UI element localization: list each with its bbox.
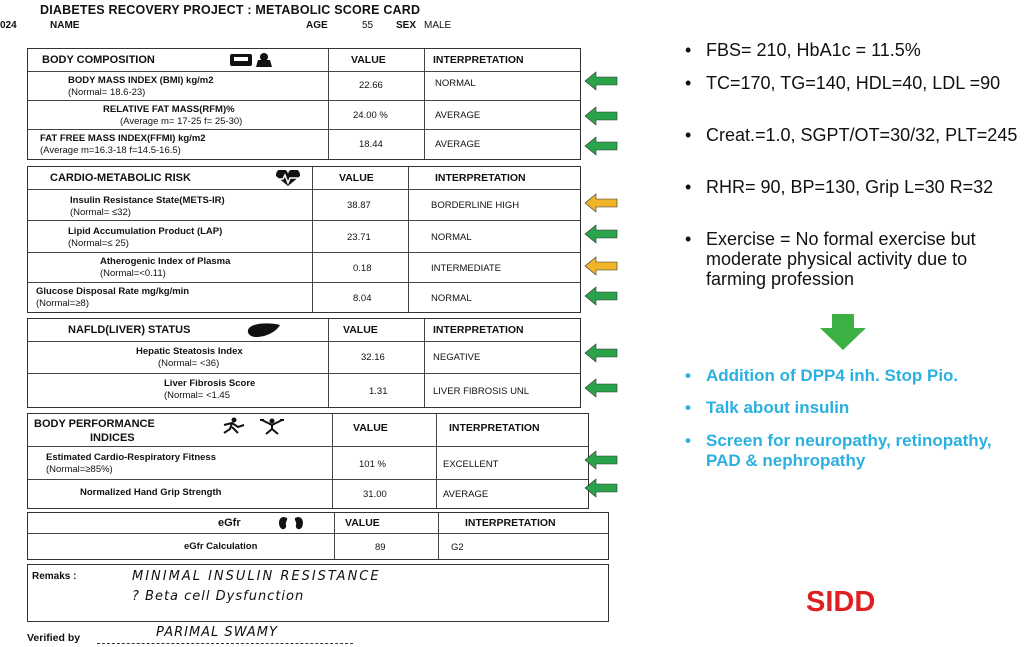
table-row: Normalized Hand Grip Strength 31.00 AVERAGE (28, 479, 588, 508)
yellow-arrow-icon (585, 194, 617, 212)
green-arrow-icon (585, 225, 617, 243)
diagnosis-label: SIDD (806, 586, 876, 618)
section-title-line2: INDICES (90, 432, 135, 444)
green-arrow-icon (585, 344, 617, 362)
card-title: DIABETES RECOVERY PROJECT : METABOLIC SCORE CARD (40, 3, 421, 17)
interp-header: INTERPRETATION (449, 422, 540, 434)
sex-label: SEX (396, 20, 417, 31)
interp-header: INTERPRETATION (435, 172, 526, 184)
table-row: BODY MASS INDEX (BMI) kg/m2 (Normal= 18.6-23) 22.66 NORMAL (28, 71, 580, 101)
age-value: 55 (362, 20, 374, 31)
green-arrow-icon (585, 379, 617, 397)
down-arrow-icon (820, 314, 866, 350)
remarks-line-1: MINIMAL INSULIN RESISTANCE (132, 569, 381, 584)
table-row: Hepatic Steatosis Index (Normal= <36) 32.16 NEGATIVE (28, 341, 580, 374)
signature: PARIMAL SWAMY (156, 625, 278, 640)
section-title: eGfr (218, 517, 241, 529)
name-label: NAME (50, 20, 80, 31)
green-arrow-icon (585, 287, 617, 305)
age-label: AGE (306, 20, 328, 31)
id-fragment: 024 (0, 20, 17, 31)
section-title: CARDIO-METABOLIC RISK (50, 172, 191, 184)
interp-header: INTERPRETATION (433, 324, 524, 336)
value-header: VALUE (339, 172, 374, 184)
green-arrow-icon (585, 72, 617, 90)
value-header: VALUE (353, 422, 388, 434)
green-arrow-icon (585, 451, 617, 469)
table-row: Liver Fibrosis Score (Normal= <1.45 1.31 LIVER FIBROSIS UNL (28, 373, 580, 407)
table-row: Insulin Resistance State(METS-IR) (Normal= ≤32) 38.87 BORDERLINE HIGH (28, 189, 580, 221)
sex-value: MALE (424, 20, 452, 31)
value-header: VALUE (345, 517, 380, 529)
yellow-arrow-icon (585, 257, 617, 275)
table-row: eGfr Calculation 89 G2 (28, 533, 608, 560)
clinical-notes: • FBS= 210, HbA1c = 11.5% • TC=170, TG=140, HDL=40, LDL =90 • Creat.=1.0, SGPT/OT=30/32, PLT=245 • RHR= 90, BP=130, Grip L=30 R=32 • Exercise = No formal exercise but moderate physical activity due to farming profession • Addition of DPP4 inh. Stop Pio. • Talk about insulin • Screen for neuropathy, retinopathy, PAD & nephropathy (685, 40, 1018, 470)
remarks-line-2: ? Beta cell Dysfunction (132, 589, 305, 604)
interp-header: INTERPRETATION (433, 54, 524, 66)
section-title: NAFLD(LIVER) STATUS (68, 324, 191, 336)
green-arrow-icon (585, 137, 617, 155)
green-arrow-icon (585, 479, 617, 497)
verified-label: Verified by (27, 632, 81, 644)
interp-header: INTERPRETATION (465, 517, 556, 529)
table-row: Lipid Accumulation Product (LAP) (Normal=≤ 25) 23.71 NORMAL (28, 220, 580, 253)
value-header: VALUE (343, 324, 378, 336)
section-title: BODY COMPOSITION (42, 54, 155, 66)
table-row: FAT FREE MASS INDEX(FFMI) kg/m2 (Average m=16.3-18 f=14.5-16.5) 18.44 AVERAGE (28, 129, 580, 159)
table-row: Estimated Cardio-Respiratory Fitness (Normal=≥85%) 101 % EXCELLENT (28, 446, 588, 480)
table-row: RELATIVE FAT MASS(RFM)% (Average m= 17-25 f= 25-30) 24.00 % AVERAGE (28, 100, 580, 130)
value-header: VALUE (351, 54, 386, 66)
section-title: BODY PERFORMANCE (34, 418, 155, 430)
table-row: Glucose Disposal Rate mg/kg/min (Normal=≥8) 8.04 NORMAL (28, 282, 580, 313)
green-arrow-icon (585, 107, 617, 125)
table-row: Atherogenic Index of Plasma (Normal=<0.11) 0.18 INTERMEDIATE (28, 252, 580, 283)
remarks-label: Remaks : (32, 571, 77, 582)
